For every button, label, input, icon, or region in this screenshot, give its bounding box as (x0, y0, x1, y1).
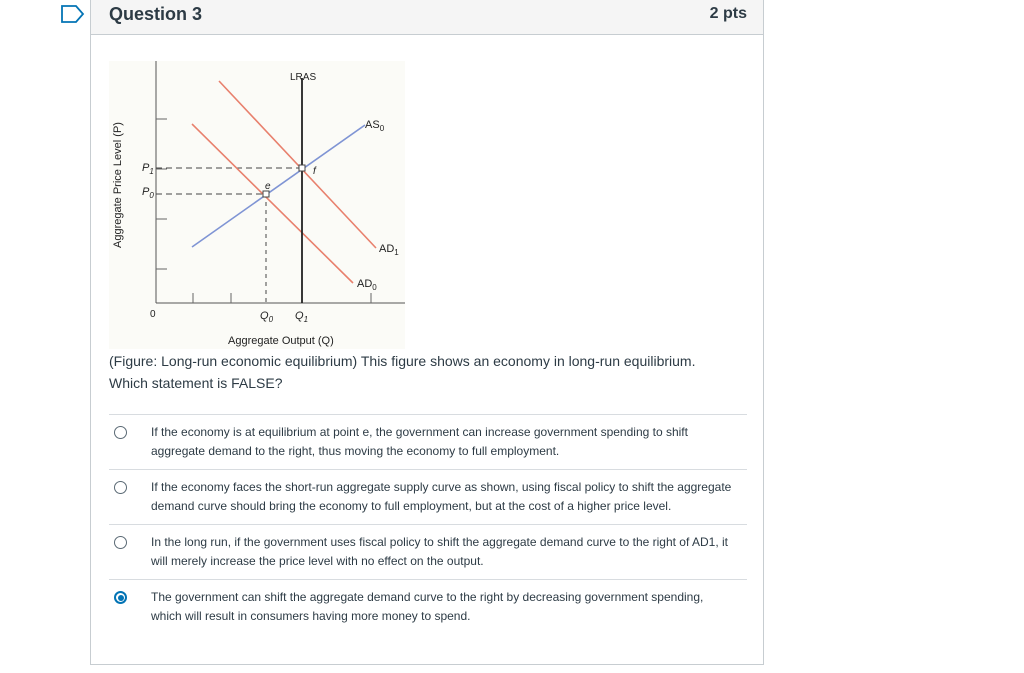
answer-option-2[interactable] (109, 469, 747, 524)
radio-button[interactable] (114, 481, 127, 494)
answer-text: In the long run, if the government uses fiscal policy to shift the aggregate demand curve to the right of AD1, it will merely increase the price level with no effect on the output. (151, 535, 728, 568)
answer-list (109, 414, 747, 634)
x-axis-label: Aggregate Output (Q) (228, 335, 334, 347)
figure-long-run-equilibrium (109, 61, 405, 349)
caption-line-1: (Figure: Long-run economic equilibrium) This figure shows an economy in long-run equilibrium. (109, 353, 696, 369)
point-e-label: e (265, 181, 271, 192)
q1-label: $Q_1$ (295, 310, 309, 324)
point-f-marker (299, 165, 305, 171)
ad1-label: $AD_1$ (379, 243, 399, 257)
radio-button[interactable] (114, 536, 127, 549)
caption-line-2: Which statement is FALSE? (109, 375, 283, 391)
question-header (91, 0, 763, 35)
p0-label: $P_0$ (142, 186, 154, 200)
question-title: Question 3 (109, 4, 203, 24)
point-f-label: f (313, 166, 316, 177)
radio-button[interactable] (114, 426, 127, 439)
p1-label: $P_1$ (142, 162, 154, 176)
answer-text: The government can shift the aggregate demand curve to the right by decreasing government spending, which will result in consumers having more money to spend. (151, 590, 704, 623)
y-axis-label: Aggregate Price Level (P) (112, 122, 124, 248)
ad0-label: $AD_0$ (357, 278, 377, 292)
q0-label: $Q_0$ (260, 310, 274, 324)
flag-question-icon[interactable] (60, 4, 86, 24)
as0-label: $AS_0$ (365, 119, 385, 133)
question-caption (109, 350, 749, 394)
question-points: 2 pts (709, 5, 747, 22)
answer-text: If the economy is at equilibrium at point e, the government can increase government spending to shift aggregate demand to the right, thus moving the economy to full employment. (151, 425, 688, 458)
ad1-curve (219, 81, 376, 248)
answer-text: If the economy faces the short-run aggregate supply curve as shown, using fiscal policy to shift the aggregate demand curve should bring the economy to full employment, but at the cost of a higher price level. (151, 480, 732, 513)
answer-option-1[interactable] (109, 414, 747, 469)
answer-option-4[interactable] (109, 579, 747, 634)
answer-option-3[interactable] (109, 524, 747, 579)
origin-label: 0 (150, 309, 156, 320)
question-card (90, 0, 764, 665)
ad0-curve (192, 124, 353, 283)
lras-label: LRAS (290, 72, 317, 83)
radio-button-selected[interactable] (114, 591, 127, 604)
